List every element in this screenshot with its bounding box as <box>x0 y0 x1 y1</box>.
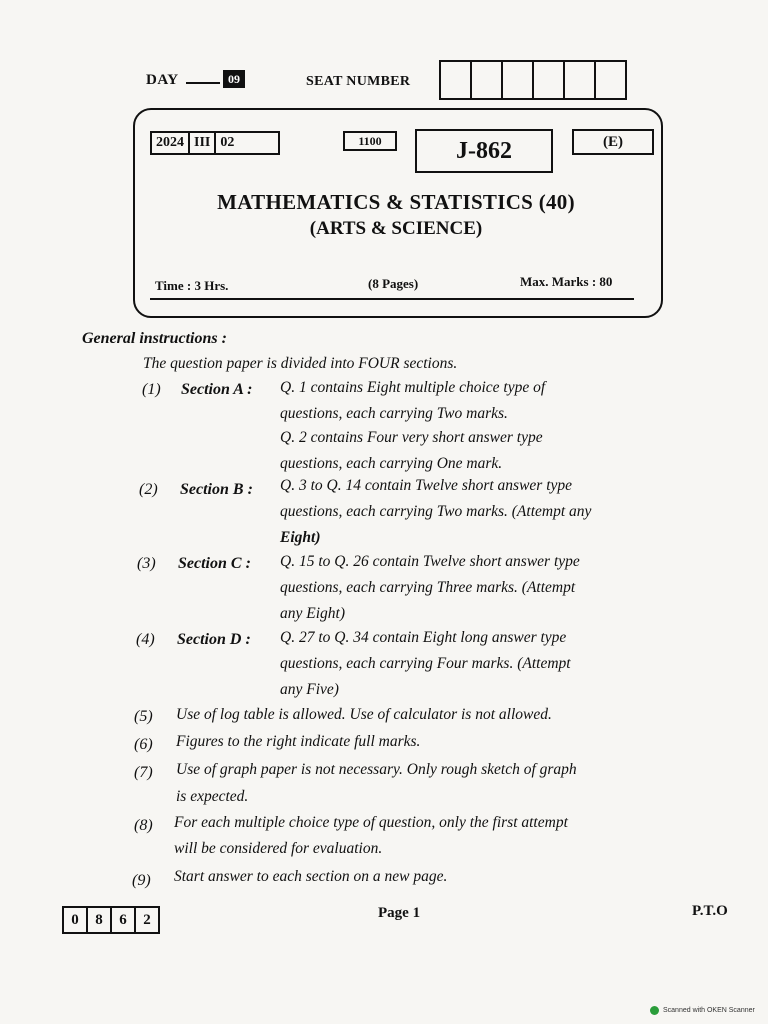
item-number: (2) <box>139 481 158 498</box>
scanner-logo-icon <box>650 1006 659 1015</box>
code-year: 2024 <box>152 133 190 153</box>
section-a-line: Q. 1 contains Eight multiple choice type of <box>280 379 546 396</box>
instruction-line: Use of log table is allowed. Use of calculator is not allowed. <box>176 706 552 723</box>
item-number: (8) <box>134 817 153 834</box>
scanner-watermark <box>650 1006 755 1015</box>
section-c-line: Q. 15 to Q. 26 contain Twelve short answer type <box>280 553 580 570</box>
instruction-line: For each multiple choice type of question, only the first attempt <box>174 814 568 831</box>
item-number: (6) <box>134 736 153 753</box>
section-c-label: Section C : <box>178 555 251 572</box>
section-c-line: any Eight) <box>280 605 345 622</box>
item-number: (7) <box>134 764 153 781</box>
page-number: Page 1 <box>378 905 421 921</box>
seat-number-label: SEAT NUMBER <box>306 74 411 89</box>
section-d-line: any Five) <box>280 681 339 698</box>
seat-box <box>501 60 534 100</box>
item-number: (1) <box>142 381 161 398</box>
paper-code: J-862 <box>415 129 553 173</box>
seat-box <box>439 60 472 100</box>
instruction-line: Figures to the right indicate full marks. <box>176 733 421 750</box>
max-marks-label: Max. Marks : 80 <box>520 274 613 289</box>
paper-digit: 8 <box>86 906 112 934</box>
section-b-label: Section B : <box>180 481 253 498</box>
instruction-line: Start answer to each section on a new page. <box>174 868 448 885</box>
instruction-line: is expected. <box>176 788 249 805</box>
medium-code: (E) <box>572 129 654 155</box>
section-a-line: questions, each carrying One mark. <box>280 455 503 472</box>
section-c-line: questions, each carrying Three marks. (Attempt <box>280 579 576 596</box>
section-a-line: questions, each carrying Two marks. <box>280 405 508 422</box>
stream-title: (ARTS & SCIENCE) <box>309 218 483 239</box>
session-code-box <box>150 131 280 155</box>
pto-label: P.T.O <box>692 903 728 919</box>
instruction-line: Use of graph paper is not necessary. Only rough sketch of graph <box>176 761 577 778</box>
day-dash <box>186 82 220 84</box>
day-label: DAY <box>146 72 179 88</box>
section-a-line: Q. 2 contains Four very short answer type <box>280 429 543 446</box>
seat-box <box>470 60 503 100</box>
paper-digit: 6 <box>110 906 136 934</box>
section-d-label: Section D : <box>177 631 251 648</box>
code-term: III <box>190 133 216 153</box>
seat-box <box>563 60 596 100</box>
section-b-line: Q. 3 to Q. 14 contain Twelve short answer type <box>280 477 573 494</box>
instructions-intro: The question paper is divided into FOUR sections. <box>143 355 458 372</box>
item-number: (5) <box>134 708 153 725</box>
instruction-line: will be considered for evaluation. <box>174 840 383 857</box>
instructions-heading: General instructions : <box>82 330 227 347</box>
section-d-line: questions, each carrying Four marks. (Attempt <box>280 655 571 672</box>
paper-digit: 0 <box>62 906 88 934</box>
pages-label: (8 Pages) <box>368 276 419 291</box>
header-divider <box>150 298 634 300</box>
item-number: (3) <box>137 555 156 572</box>
subject-title: MATHEMATICS & STATISTICS (40) <box>217 190 575 214</box>
item-number: (9) <box>132 872 151 889</box>
scanner-text: Scanned with OKEN Scanner <box>663 1007 755 1014</box>
code-small-box: 1100 <box>343 131 397 151</box>
code-num: 02 <box>220 135 235 150</box>
paper-number-boxes <box>64 906 160 934</box>
section-b-line: Eight) <box>280 529 321 546</box>
seat-box <box>594 60 627 100</box>
seat-box <box>532 60 565 100</box>
section-a-label: Section A : <box>181 381 253 398</box>
day-value: 09 <box>223 70 245 88</box>
item-number: (4) <box>136 631 155 648</box>
paper-digit: 2 <box>134 906 160 934</box>
seat-number-boxes <box>441 60 627 100</box>
section-b-line: questions, each carrying Two marks. (Attempt any <box>280 503 592 520</box>
section-d-line: Q. 27 to Q. 34 contain Eight long answer type <box>280 629 567 646</box>
time-label: Time : 3 Hrs. <box>155 278 229 293</box>
